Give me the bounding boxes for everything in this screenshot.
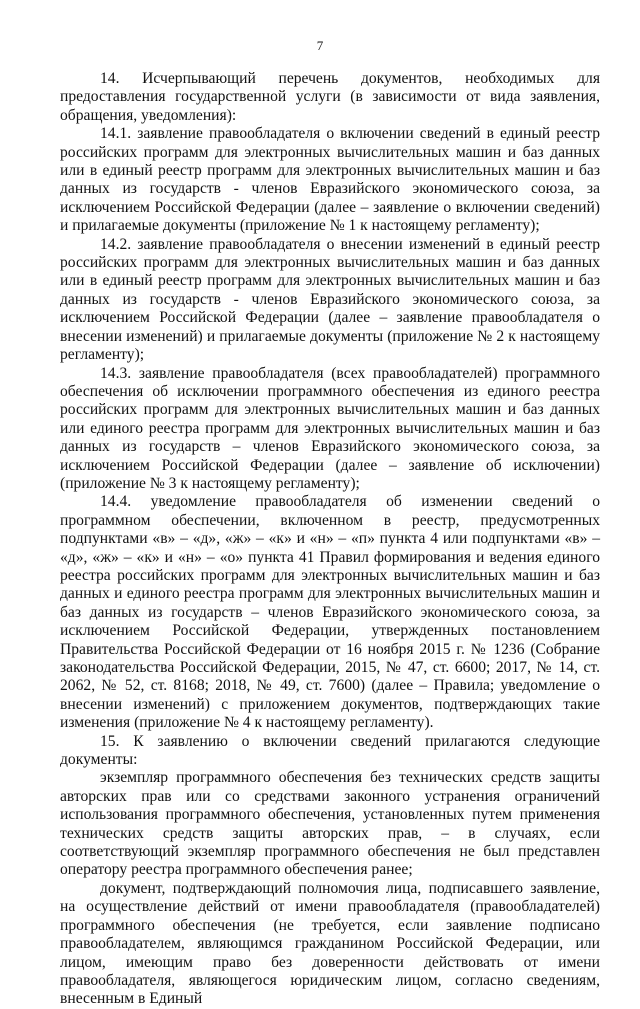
paragraph-14-2: 14.2. заявление правообладателя о внесении изменений в единый реестр российских программ для электронных вычислительных машин и баз данных или в единый реестр программ для электронных вычислительных машин и баз данных из государств - членов Евразийского экономического союза, за исключением Российской Федерации (далее – заявление правообладателя о внесении изменений) и прилагаемые документы (приложение № 2 к настоящему регламенту); [60,235,600,364]
paragraph-14-3: 14.3. заявление правообладателя (всех правообладателей) программного обеспечения об исключении программного обеспечения из единого реестра российских программ для электронных вычислительных машин и баз данных или единого реестра программ для электронных вычислительных машин и баз данных из государств – членов Евразийского экономического союза, за исключением Российской Федерации (далее – заявление об исключении) (приложение № 3 к настоящему регламенту); [60,364,600,492]
paragraph-15: 15. К заявлению о включении сведений прилагаются следующие документы: [60,732,600,769]
paragraph-15-item-2: документ, подтверждающий полномочия лица, подписавшего заявление, на осуществление действий от имени правообладателя (правообладателей) программного обеспечения (не требуется, если заявление подписано правообладателем, являющимся гражданином Российской Федерации, или лицом, имеющим право без доверенности действовать от имени правообладателя, являющегося юридическим лицом, согласно сведениям, внесенным в Единый [60,879,600,1008]
paragraph-15-item-1: экземпляр программного обеспечения без технических средств защиты авторских прав или со средствами законного устранения ограничений использования программного обеспечения, установленных путем применения технических средств защиты авторских прав, – в случаях, если соответствующий экземпляр программного обеспечения не был представлен оператору реестра программного обеспечения ранее; [60,769,600,879]
paragraph-14: 14. Исчерпывающий перечень документов, необходимых для предоставления государственной услуги (в зависимости от вида заявления, обращения, уведомления): [60,70,600,124]
paragraph-14-1: 14.1. заявление правообладателя о включении сведений в единый реестр российских программ для электронных вычислительных машин и баз данных или в единый реестр программ для электронных вычислительных машин и баз данных из государств - членов Евразийского экономического союза, за исключением Российской Федерации (далее – заявление о включении сведений) и прилагаемые документы (приложение № 1 к настоящему регламенту); [60,125,600,235]
document-body [60,70,600,1009]
page-number: 7 [316,38,324,53]
paragraph-14-4: 14.4. уведомление правообладателя об изменении сведений о программном обеспечении, включенном в реестр, предусмотренных подпунктами «в» – «д», «ж» – «к» и «н» – «п» пункта 4 или подпунктами «в» – «д», «ж» – «к» и «н» – «о» пункта 41 Правил формирования и ведения единого реестра российских программ для электронных вычислительных машин и баз данных и единого реестра программ для электронных вычислительных машин и баз данных из государств – членов Евразийского экономического союза, за исключением Российской Федерации, утвержденных постановлением Правительства Российской Федерации от 16 ноября 2015 г. № 1236 (Собрание законодательства Российской Федерации, 2015, № 47, ст. 6600; 2017, № 14, ст. 2062, № 52, ст. 8168; 2018, № 49, ст. 7600) (далее – Правила; уведомление о внесении изменений) с приложением документов, подтверждающих такие изменения (приложение № 4 к настоящему регламенту). [60,493,600,732]
